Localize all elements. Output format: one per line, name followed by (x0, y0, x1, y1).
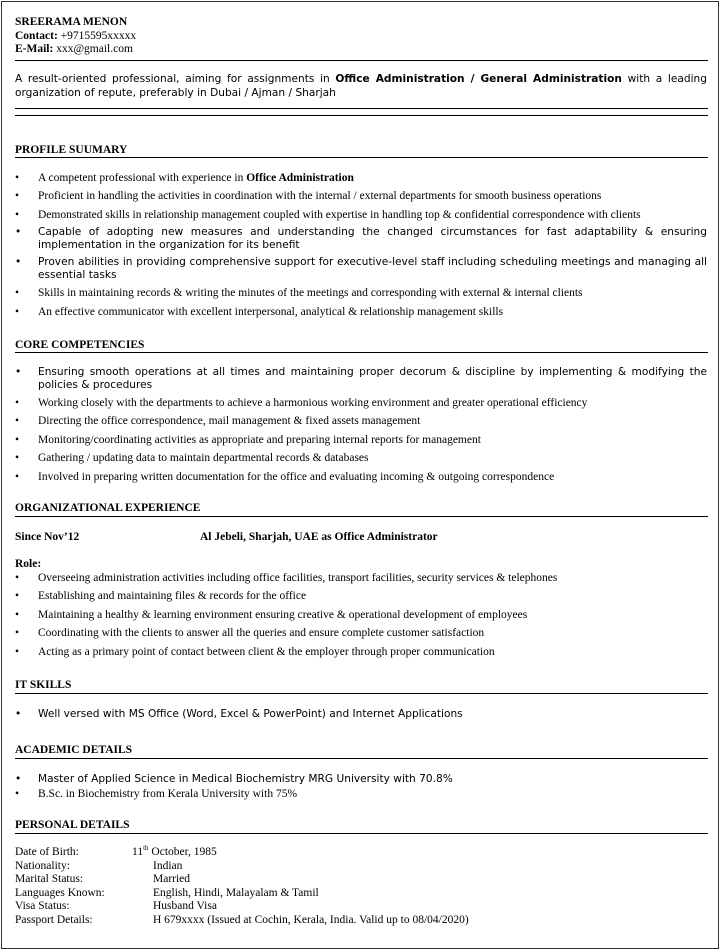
divider (15, 352, 708, 353)
divider (15, 833, 708, 834)
detail-label: Visa Status: (15, 900, 70, 912)
list-item: • Working closely with the departments to achieve a harmonious working environment and greater operational efficiency (15, 396, 707, 410)
list-item: • Directing the office correspondence, mail management & fixed assets management (15, 414, 707, 428)
divider (15, 758, 708, 759)
list-item: • A competent professional with experience in Office Administration (15, 171, 707, 185)
dob-value: 11th October, 1985 (132, 844, 217, 858)
section-title-personal: PERSONAL DETAILS (15, 819, 130, 831)
list-item: • Monitoring/coordinating activities as appropriate and preparing internal reports for management (15, 433, 707, 447)
detail-label: Marital Status: (15, 873, 84, 885)
list-item: • Proven abilities in providing comprehensive support for executive-level staff including scheduling meetings and managing all essential tasks (15, 256, 707, 282)
section-title-competencies: CORE COMPETENCIES (15, 339, 145, 351)
list-item: • Establishing and maintaining files & records for the office (15, 589, 707, 603)
list-item: • Acting as a primary point of contact between client & the employer through proper communication (15, 645, 707, 659)
list-item: • Gathering / updating data to maintain departmental records & databases (15, 451, 707, 465)
list-item: • B.Sc. in Biochemistry from Kerala University with 75% (15, 787, 707, 801)
detail-label: Languages Known: (15, 886, 105, 899)
detail-label: Passport Details: (15, 913, 93, 926)
divider (15, 60, 708, 61)
personal-details-table (15, 846, 469, 927)
divider (15, 157, 708, 158)
list-item: • Coordinating with the clients to answer all the queries and ensure complete customer satisfaction (15, 626, 707, 640)
detail-value: English, Hindi, Malayalam & Tamil (153, 886, 319, 899)
detail-value: Indian (153, 859, 183, 872)
table-row (15, 873, 469, 887)
it-skills-list (15, 708, 707, 721)
section-title-academic: ACADEMIC DETAILS (15, 744, 133, 756)
divider (15, 516, 708, 517)
list-item: • Proficient in handling the activities in coordination with the internal / external departments for smooth business operations (15, 189, 707, 203)
list-item: • Overseeing administration activities including office facilities, transport facilities, security services & telephones (15, 571, 707, 585)
email-line (15, 42, 133, 56)
list-item: • Well versed with MS Office (Word, Excel & PowerPoint) and Internet Applications (15, 708, 707, 721)
detail-value: Husband Visa (153, 900, 217, 912)
role-label: Role: (15, 558, 42, 570)
table-row (15, 900, 469, 914)
section-title-experience: ORGANIZATIONAL EXPERIENCE (15, 502, 201, 514)
table-row (15, 846, 469, 860)
list-item: • Capable of adopting new measures and understanding the changed circumstances for fast adaptability & ensuring implementation in the organization for its benefit (15, 226, 707, 252)
detail-value: Married (153, 873, 191, 885)
detail-label: Nationality: (15, 859, 70, 872)
email-label: E-Mail: (15, 43, 54, 55)
career-objective (15, 72, 707, 100)
detail-value: H 679xxxx (Issued at Cochin, Kerala, India. Valid up to 08/04/2020) (153, 913, 469, 926)
table-row (15, 887, 469, 901)
list-item: • An effective communicator with excellent interpersonal, analytical & relationship management skills (15, 305, 707, 319)
contact-value: +9715595xxxxx (60, 30, 137, 42)
email-value: xxx@gmail.com (56, 43, 133, 55)
list-item: • Demonstrated skills in relationship management coupled with expertise in handling top & confidential correspondence with clients (15, 208, 707, 222)
section-title-profile: PROFILE SUUMARY (15, 144, 128, 156)
core-competencies-list (15, 366, 707, 488)
objective-text-2: with a leading organization of repute, preferably in Dubai / Ajman / Sharjah (15, 73, 707, 99)
dob-label: Date of Birth: (15, 846, 79, 858)
academic-list (15, 773, 707, 802)
list-item: • Ensuring smooth operations at all times and maintaining proper decorum & discipline by implementing & modifying the policies & procedures (15, 366, 707, 392)
experience-position: Al Jebeli, Sharjah, UAE as Office Administrator (200, 531, 438, 543)
list-item: • Skills in maintaining records & writing the minutes of the meetings and corresponding with external & internal clients (15, 286, 707, 300)
experience-start-date: Since Nov’12 (15, 531, 80, 543)
contact-label: Contact: (15, 30, 58, 42)
objective-text-1: A result-oriented professional, aiming for assignments in (15, 73, 336, 85)
table-row (15, 860, 469, 874)
role-responsibilities-list (15, 571, 707, 663)
list-item: • Involved in preparing written documentation for the office and evaluating incoming & outgoing correspondence (15, 470, 707, 484)
table-row (15, 914, 469, 928)
list-item: • Maintaining a healthy & learning environment ensuring creative & operational development of employees (15, 608, 707, 622)
list-item: • Master of Applied Science in Medical Biochemistry MRG University with 70.8% (15, 773, 707, 786)
divider (15, 693, 708, 694)
section-title-it-skills: IT SKILLS (15, 679, 72, 691)
candidate-name: SREERAMA MENON (15, 16, 128, 28)
divider (15, 108, 708, 109)
objective-target-role: Office Administration / General Administration (335, 73, 622, 85)
profile-summary-list (15, 171, 707, 323)
divider (15, 115, 708, 116)
